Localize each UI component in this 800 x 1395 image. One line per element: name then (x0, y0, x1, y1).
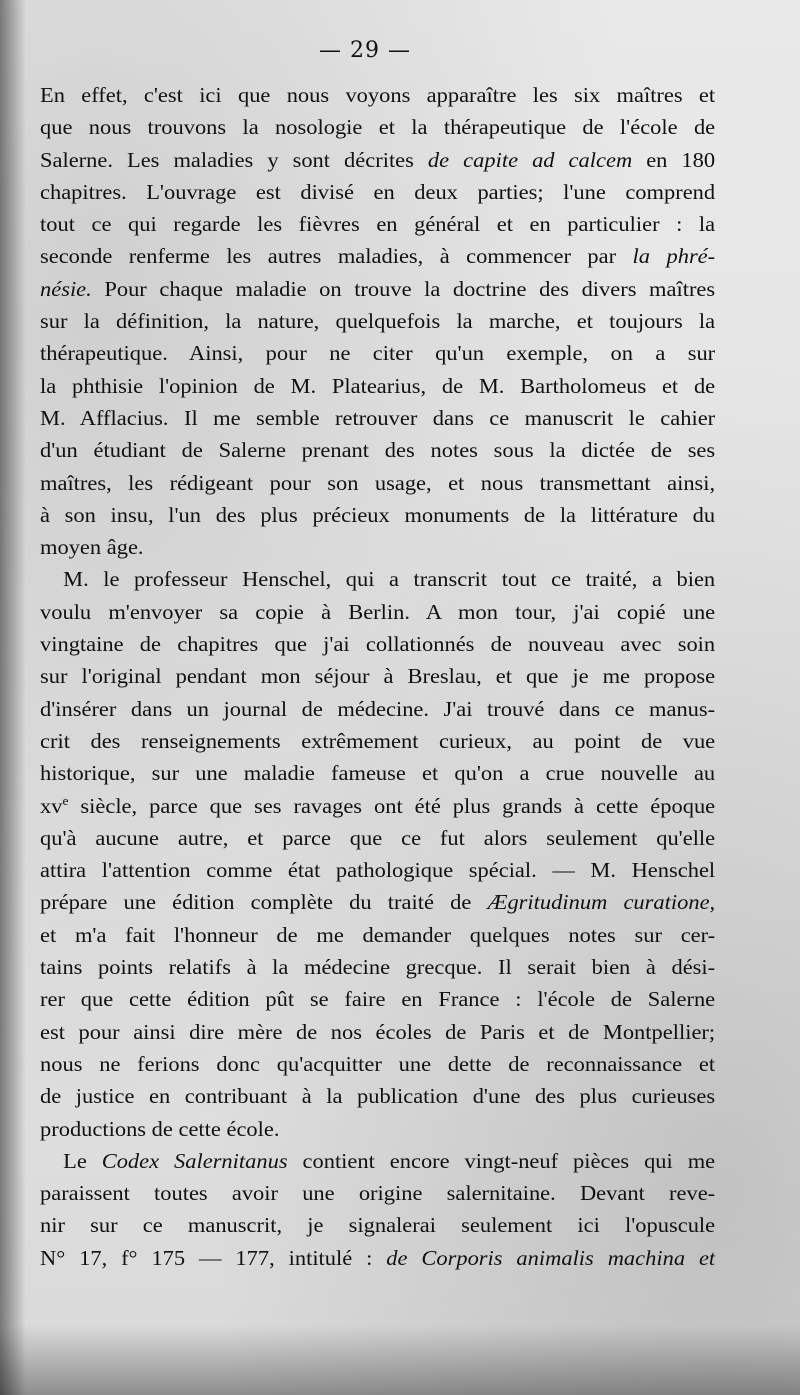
text-line (40, 111, 715, 143)
text-segment: paraissent toutes avoir une origine salernitaine. Devant reve- (40, 1181, 716, 1206)
text-line (40, 337, 715, 369)
text-line (40, 790, 715, 822)
text-segment: xv (40, 793, 63, 818)
text-segment: Salerne. Les maladies y sont décrites (40, 147, 428, 172)
text-segment: moyen âge. (40, 535, 144, 560)
text-line (40, 79, 715, 111)
text-segment: En effet, c'est ici que nous voyons apparaître les six maîtres et (40, 83, 716, 107)
text-segment: chapitres. L'ouvrage est divisé en deux parties; l'une comprend (40, 179, 716, 204)
text-line (40, 725, 715, 757)
text-line (40, 1048, 715, 1080)
text-segment: prépare une édition complète du traité de (40, 890, 488, 915)
italic-segment: Ægritudinum curatione, (487, 890, 716, 915)
text-line (40, 1080, 715, 1112)
text-segment: nous ne ferions donc qu'acquitter une dette de reconnaissance et (40, 1051, 716, 1076)
text-segment: siècle, parce que ses ravages ont été plus grands à cette époque (68, 793, 716, 818)
italic-segment: la phré- (632, 244, 716, 269)
text-line (40, 951, 715, 983)
text-line (40, 854, 715, 886)
text-segment: en 180 (632, 147, 716, 172)
text-segment: M. Afflacius. Il me semble retrouver dans ce manuscrit le cahier (40, 405, 716, 430)
italic-segment: de capite ad calcem (427, 147, 633, 172)
text-segment: la phthisie l'opinion de M. Platearius, de M. Bartholomeus et de (40, 373, 716, 398)
text-line (40, 1177, 715, 1209)
text-segment: Pour chaque maladie on trouve la doctrine des divers maîtres (91, 276, 716, 301)
text-segment: sur la définition, la nature, quelquefois la marche, et toujours la (40, 309, 716, 334)
italic-segment: Codex Salernitanus (101, 1148, 288, 1173)
text-segment: de justice en contribuant à la publication d'une des plus curieuses (40, 1084, 716, 1109)
text-line (40, 628, 715, 660)
text-line (40, 757, 715, 789)
text-line (40, 919, 715, 951)
text-segment: attira l'attention comme état pathologique spécial. — M. Henschel (40, 858, 716, 883)
text-line (40, 1209, 715, 1241)
text-segment: maîtres, les rédigeant pour son usage, et nous transmettant ainsi, (40, 470, 716, 495)
text-segment: à son insu, l'un des plus précieux monuments de la littérature du (40, 502, 716, 527)
text-line (40, 499, 715, 531)
text-segment: voulu m'envoyer sa copie à Berlin. A mon tour, j'ai copié une (40, 599, 716, 624)
text-segment: contient encore vingt-neuf pièces qui me (287, 1148, 716, 1173)
text-segment: M. le professeur Henschel, qui a transcrit tout ce traité, a bien (63, 567, 716, 592)
text-segment: thérapeutique. Ainsi, pour ne citer qu'un exemple, on a sur (40, 341, 716, 366)
text-line (40, 1016, 715, 1048)
text-line (40, 531, 715, 563)
text-line (40, 596, 715, 628)
text-line (40, 434, 715, 466)
text-line (40, 563, 715, 595)
text-segment: seconde renferme les autres maladies, à commencer par (40, 244, 633, 269)
text-segment: tains points relatifs à la médecine grecque. Il serait bien à dési- (40, 955, 716, 980)
italic-segment: nésie. (40, 276, 92, 301)
text-segment: d'un étudiant de Salerne prenant des notes sous la dictée de ses (40, 438, 716, 463)
text-segment: Le (63, 1148, 102, 1173)
body-text (40, 79, 715, 1274)
text-line (40, 822, 715, 854)
text-line (40, 240, 715, 272)
superscript-segment: e (62, 793, 69, 808)
text-line (40, 370, 715, 402)
text-line (40, 305, 715, 337)
bottom-shadow (0, 1325, 800, 1395)
text-segment: qu'à aucune autre, et parce que ce fut alors seulement qu'elle (40, 825, 716, 850)
italic-segment: de Corporis animalis machina et (386, 1245, 716, 1270)
text-segment: historique, sur une maladie fameuse et qu'on a crue nouvelle au (40, 761, 716, 786)
text-line (40, 467, 715, 499)
text-segment: productions de cette école. (40, 1116, 280, 1141)
text-line (40, 1242, 715, 1274)
text-segment: nir sur ce manuscrit, je signalerai seulement ici l'opuscule (40, 1213, 716, 1238)
text-line (40, 660, 715, 692)
text-line (40, 402, 715, 434)
text-segment: que nous trouvons la nosologie et la thérapeutique de l'école de (40, 115, 716, 140)
text-segment: d'insérer dans un journal de médecine. J'ai trouvé dans ce manus- (40, 696, 716, 721)
text-segment: est pour ainsi dire mère de nos écoles de Paris et de Montpellier; (40, 1019, 716, 1044)
text-line (40, 144, 715, 176)
page-number: — 29 — (319, 38, 411, 63)
text-segment: vingtaine de chapitres que j'ai collationnés de nouveau avec soin (40, 632, 716, 657)
text-segment: et m'a fait l'honneur de me demander quelques notes sur cer- (40, 922, 716, 947)
text-line (40, 886, 715, 918)
text-line (40, 273, 715, 305)
spine-shadow (0, 0, 26, 1395)
text-segment: N° 17, f° 175 — 177, intitulé : (40, 1245, 387, 1270)
text-line (40, 208, 715, 240)
text-line (40, 176, 715, 208)
text-line (40, 1145, 715, 1177)
text-segment: tout ce qui regarde les fièvres en général et en particulier : la (40, 212, 716, 237)
text-segment: rer que cette édition pût se faire en France : l'école de Salerne (40, 987, 716, 1012)
text-line (40, 983, 715, 1015)
text-line (40, 1113, 715, 1145)
text-segment: crit des renseignements extrêmement curieux, au point de vue (40, 728, 716, 753)
text-line (40, 693, 715, 725)
text-segment: sur l'original pendant mon séjour à Breslau, et que je me propose (40, 664, 716, 689)
